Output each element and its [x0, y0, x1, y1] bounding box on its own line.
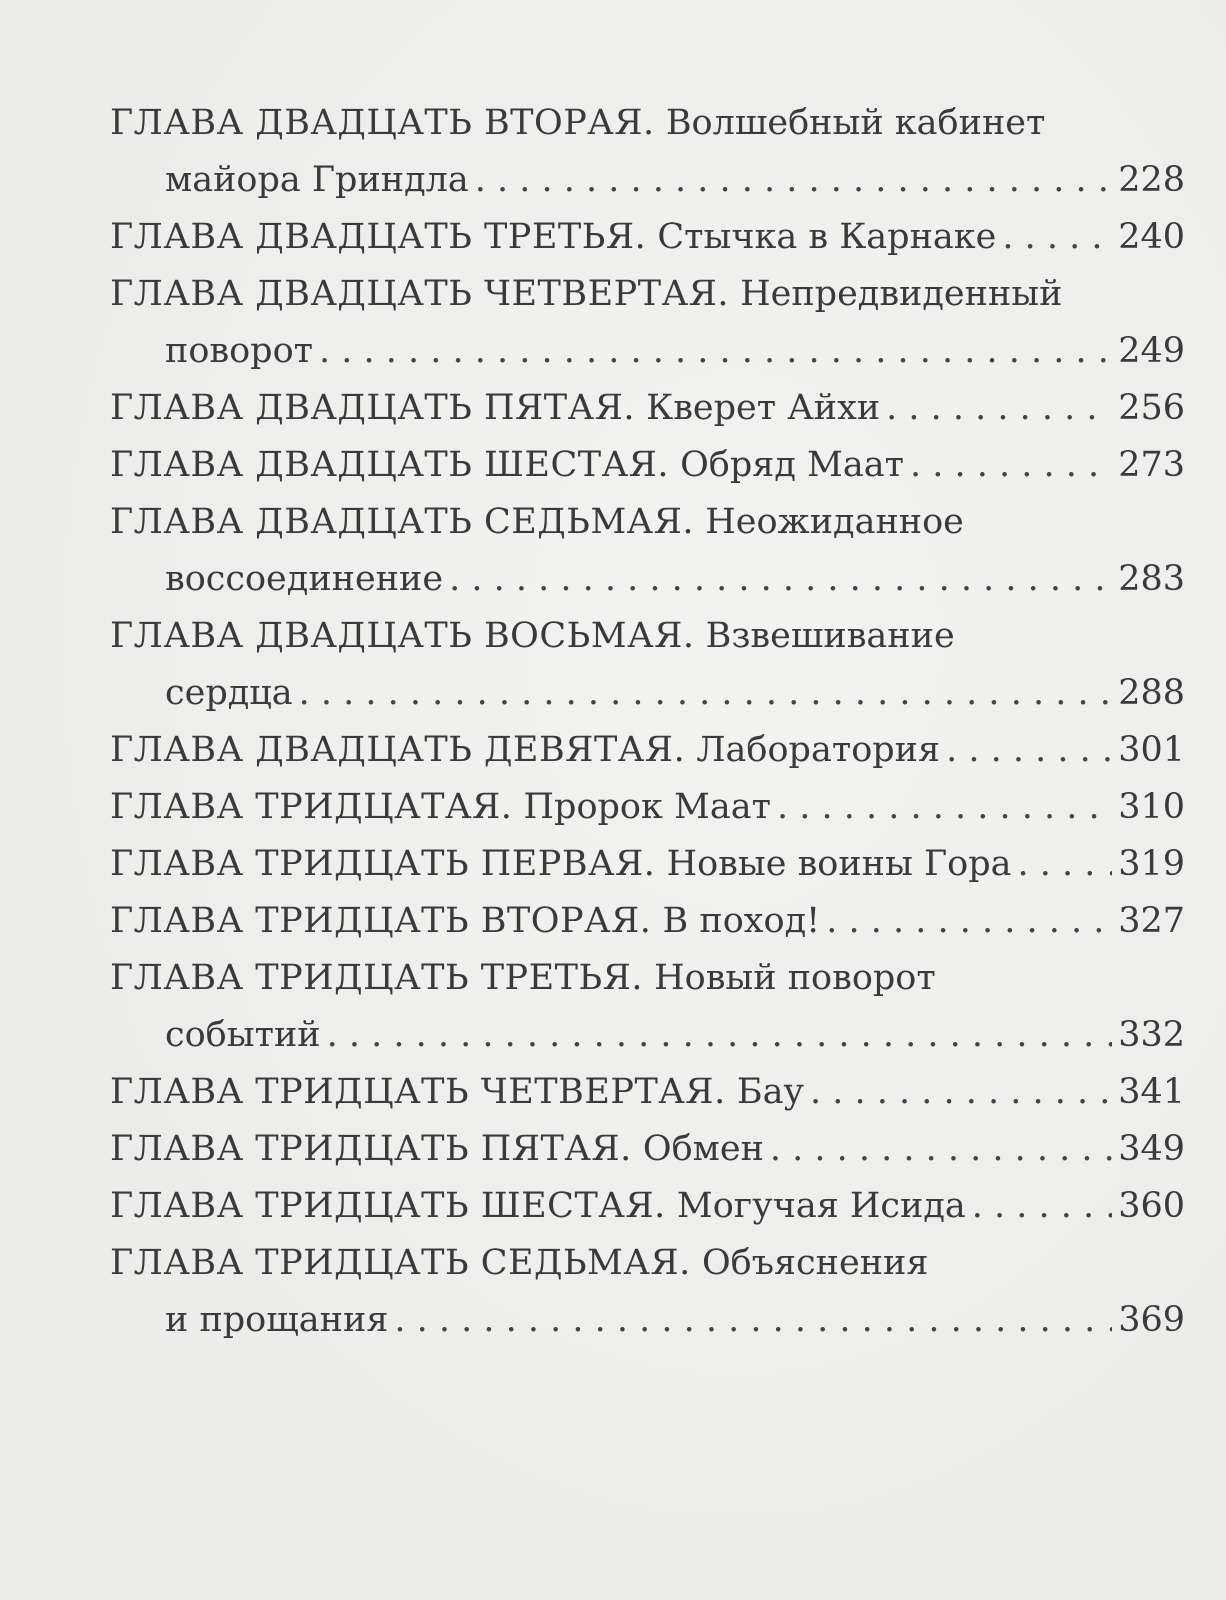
- toc-entry: [110, 1178, 1185, 1235]
- chapter-label: ГЛАВА ДВАДЦАТЬ ПЯТАЯ.: [110, 388, 635, 428]
- chapter-label: ГЛАВА ДВАДЦАТЬ СЕДЬМАЯ.: [110, 502, 695, 542]
- toc-entry-line: [110, 836, 1185, 893]
- toc-entry: [110, 836, 1185, 893]
- page-number: 288: [1118, 673, 1185, 713]
- dot-leader: [299, 665, 1113, 722]
- dot-leader: [475, 152, 1112, 209]
- toc-entry: [110, 380, 1185, 437]
- page-number: 256: [1118, 388, 1185, 428]
- chapter-title: В поход!: [662, 901, 821, 941]
- toc-entry-line: [110, 152, 1185, 209]
- chapter-label: ГЛАВА ДВАДЦАТЬ ТРЕТЬЯ.: [110, 217, 647, 257]
- dot-leader: [770, 1121, 1112, 1178]
- page-number: 327: [1118, 901, 1185, 941]
- page-number: 228: [1118, 160, 1185, 200]
- page-number: 240: [1118, 217, 1185, 257]
- chapter-title: Кверет Айхи: [646, 388, 881, 428]
- dot-leader: [394, 1292, 1112, 1349]
- chapter-label: ГЛАВА ДВАДЦАТЬ ШЕСТАЯ.: [110, 445, 669, 485]
- chapter-title-continued: воссоединение: [165, 559, 444, 599]
- chapter-title: Непредвиденный: [740, 274, 1063, 314]
- toc-entry-line: [110, 1178, 1185, 1235]
- table-of-contents: [110, 95, 1185, 1349]
- toc-entry-line: [110, 608, 1185, 665]
- toc-entry: [110, 950, 1185, 1064]
- toc-entry-line: [110, 893, 1185, 950]
- chapter-title-continued: майора Гриндла: [165, 160, 469, 200]
- toc-entry-line: [110, 1235, 1185, 1292]
- chapter-label: ГЛАВА ТРИДЦАТАЯ.: [110, 787, 513, 827]
- toc-entry: [110, 95, 1185, 209]
- dot-leader: [810, 1064, 1112, 1121]
- page-number: 273: [1118, 445, 1185, 485]
- toc-entry: [110, 266, 1185, 380]
- toc-entry: [110, 1064, 1185, 1121]
- dot-leader: [319, 323, 1112, 380]
- toc-entry-line: [110, 437, 1185, 494]
- chapter-label: ГЛАВА ТРИДЦАТЬ ПЕРВАЯ.: [110, 844, 656, 884]
- toc-entry: [110, 1121, 1185, 1178]
- dot-leader: [910, 437, 1112, 494]
- toc-entry-line: [110, 665, 1185, 722]
- chapter-title: Обряд Маат: [680, 445, 904, 485]
- toc-entry: [110, 779, 1185, 836]
- chapter-title: Могучая Исида: [676, 1186, 966, 1226]
- page-number: 310: [1118, 787, 1185, 827]
- chapter-title: Новый поворот: [654, 958, 936, 998]
- toc-entry-line: [110, 1292, 1185, 1349]
- toc-entry: [110, 494, 1185, 608]
- dot-leader: [777, 779, 1112, 836]
- toc-entry-line: [110, 380, 1185, 437]
- toc-entry-line: [110, 950, 1185, 1007]
- chapter-title: Волшебный кабинет: [665, 103, 1046, 143]
- toc-entry-line: [110, 494, 1185, 551]
- dot-leader: [449, 551, 1112, 608]
- toc-entry-line: [110, 209, 1185, 266]
- page-number: 249: [1118, 331, 1185, 371]
- toc-entry: [110, 1235, 1185, 1349]
- toc-entry-line: [110, 1121, 1185, 1178]
- chapter-label: ГЛАВА ТРИДЦАТЬ ПЯТАЯ.: [110, 1129, 632, 1169]
- toc-entry-line: [110, 95, 1185, 152]
- dot-leader: [946, 722, 1112, 779]
- toc-entry: [110, 608, 1185, 722]
- toc-entry-line: [110, 551, 1185, 608]
- chapter-label: ГЛАВА ДВАДЦАТЬ ЧЕТВЕРТАЯ.: [110, 274, 729, 314]
- dot-leader: [1018, 836, 1113, 893]
- chapter-title: Взвешивание: [705, 616, 955, 656]
- page-number: 301: [1118, 730, 1185, 770]
- toc-entry-line: [110, 1064, 1185, 1121]
- chapter-title-continued: и прощания: [165, 1300, 389, 1340]
- chapter-label: ГЛАВА ТРИДЦАТЬ СЕДЬМАЯ.: [110, 1243, 691, 1283]
- chapter-title-continued: сердца: [165, 673, 293, 713]
- toc-entry-line: [110, 1007, 1185, 1064]
- chapter-title-continued: поворот: [165, 331, 314, 371]
- dot-leader: [327, 1007, 1113, 1064]
- page-number: 360: [1118, 1186, 1185, 1226]
- chapter-title: Объяснения: [701, 1243, 929, 1283]
- chapter-label: ГЛАВА ДВАДЦАТЬ ВТОРАЯ.: [110, 103, 655, 143]
- chapter-title: Бау: [736, 1072, 805, 1112]
- chapter-label: ГЛАВА ТРИДЦАТЬ ВТОРАЯ.: [110, 901, 652, 941]
- toc-entry-line: [110, 722, 1185, 779]
- toc-entry: [110, 893, 1185, 950]
- page-number: 369: [1118, 1300, 1185, 1340]
- chapter-title-continued: событий: [165, 1015, 321, 1055]
- toc-entry-line: [110, 323, 1185, 380]
- page-number: 319: [1118, 844, 1185, 884]
- chapter-label: ГЛАВА ТРИДЦАТЬ ТРЕТЬЯ.: [110, 958, 643, 998]
- chapter-title: Неожиданное: [705, 502, 964, 542]
- chapter-label: ГЛАВА ДВАДЦАТЬ ДЕВЯТАЯ.: [110, 730, 686, 770]
- chapter-label: ГЛАВА ДВАДЦАТЬ ВОСЬМАЯ.: [110, 616, 695, 656]
- chapter-title: Лаборатория: [696, 730, 941, 770]
- toc-entry: [110, 209, 1185, 266]
- toc-entry-line: [110, 779, 1185, 836]
- toc-entry: [110, 722, 1185, 779]
- page-number: 349: [1118, 1129, 1185, 1169]
- chapter-label: ГЛАВА ТРИДЦАТЬ ШЕСТАЯ.: [110, 1186, 666, 1226]
- chapter-label: ГЛАВА ТРИДЦАТЬ ЧЕТВЕРТАЯ.: [110, 1072, 726, 1112]
- dot-leader: [886, 380, 1112, 437]
- chapter-title: Пророк Маат: [523, 787, 771, 827]
- page-number: 283: [1118, 559, 1185, 599]
- page-number: 341: [1118, 1072, 1185, 1112]
- dot-leader: [826, 893, 1112, 950]
- dot-leader: [1002, 209, 1112, 266]
- toc-entry-line: [110, 266, 1185, 323]
- toc-entry: [110, 437, 1185, 494]
- chapter-title: Обмен: [642, 1129, 764, 1169]
- dot-leader: [972, 1178, 1112, 1235]
- chapter-title: Стычка в Карнаке: [657, 217, 997, 257]
- chapter-title: Новые воины Гора: [666, 844, 1012, 884]
- page-number: 332: [1118, 1015, 1185, 1055]
